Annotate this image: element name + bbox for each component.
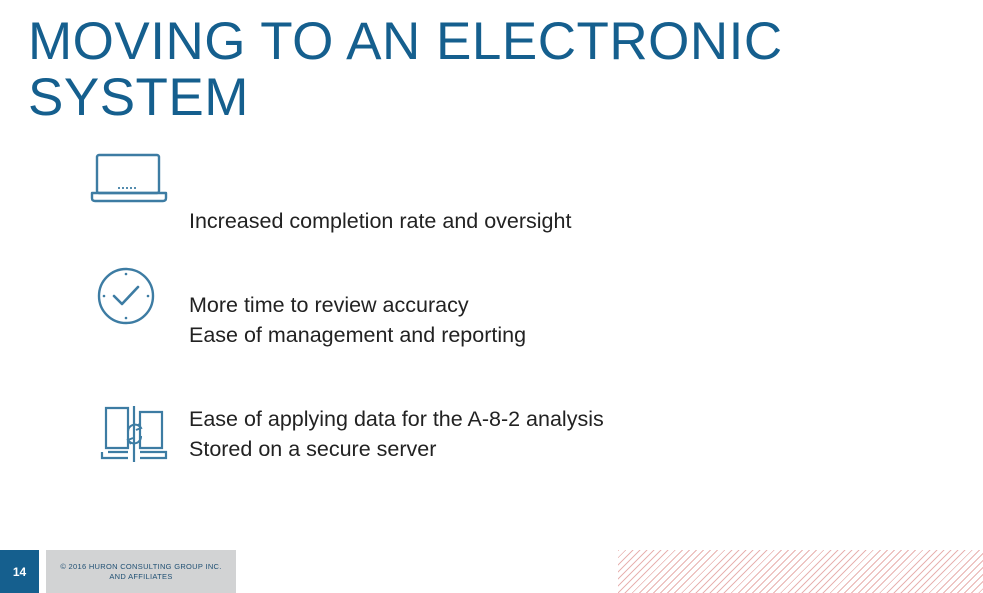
copyright-line-2: AND AFFILIATES bbox=[109, 571, 173, 581]
bullet-item-2 bbox=[189, 290, 526, 350]
bullet-text: Stored on a secure server bbox=[189, 437, 437, 461]
bullet-text: Ease of management and reporting bbox=[189, 323, 527, 347]
bullet-text: More time to review accuracy bbox=[189, 293, 469, 317]
decorative-hatch-band bbox=[618, 550, 983, 593]
bullet-item-1 bbox=[189, 206, 571, 236]
slide-title-line-1: MOVING TO AN ELECTRONIC bbox=[28, 12, 783, 71]
sync-devices-icon bbox=[98, 404, 170, 466]
copyright-box bbox=[46, 550, 236, 593]
page-number: 14 bbox=[0, 550, 39, 593]
bullet-text: Ease of applying data for the A-8-2 analysis bbox=[189, 407, 604, 431]
slide-title bbox=[28, 14, 783, 126]
copyright-line-1: © 2016 HURON CONSULTING GROUP INC. bbox=[60, 561, 222, 571]
slide-title-line-2: SYSTEM bbox=[28, 68, 249, 127]
bullet-item-3 bbox=[189, 404, 604, 464]
laptop-icon bbox=[90, 152, 168, 206]
check-circle-icon bbox=[96, 266, 156, 326]
bullet-text: Increased completion rate and oversight bbox=[189, 209, 572, 233]
